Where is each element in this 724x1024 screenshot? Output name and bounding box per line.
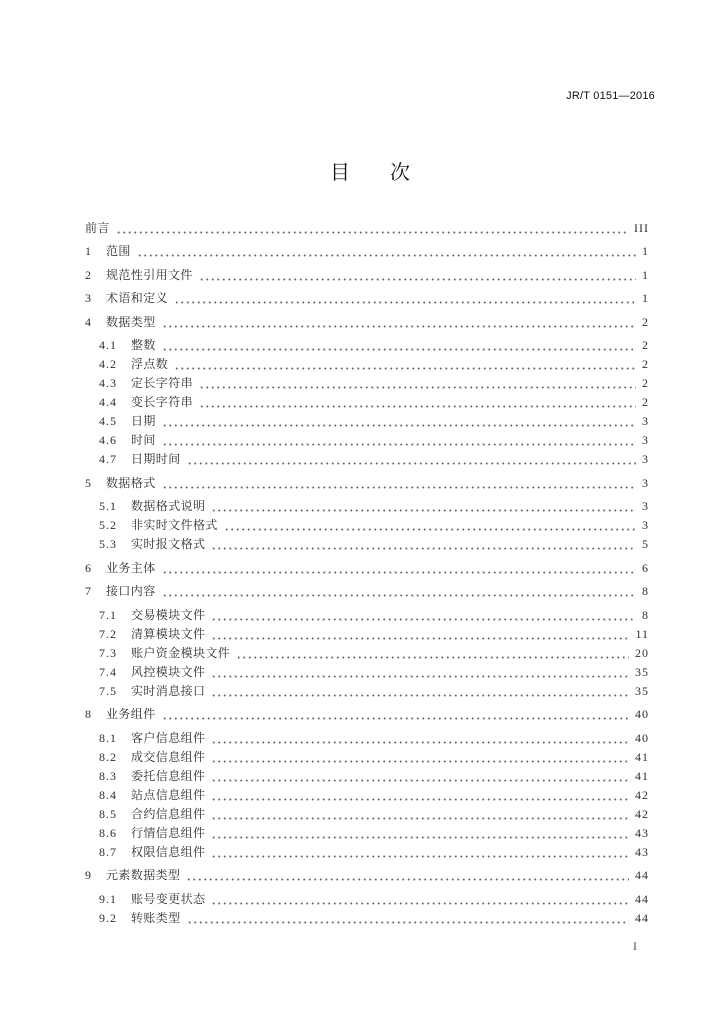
dot-leader	[174, 355, 636, 374]
toc-entry-title: 规范性引用文件	[106, 267, 193, 282]
toc-entry-title: 数据格式	[106, 475, 156, 490]
toc-entry-number: 9	[85, 868, 92, 882]
toc-entry-number: 7.3	[99, 645, 117, 660]
toc-entry-title: 账户资金模块文件	[131, 645, 231, 660]
dot-leader	[211, 890, 629, 909]
toc-entry	[85, 729, 648, 748]
toc-entry-page: 8	[642, 607, 649, 622]
dot-leader	[211, 786, 629, 805]
toc-entry-number: 5	[85, 475, 92, 490]
dot-leader	[162, 336, 636, 355]
toc-entry-title: 权限信息组件	[131, 844, 206, 859]
toc-entry-page: 44	[635, 910, 649, 925]
toc-entry-title: 风控模块文件	[131, 664, 206, 679]
toc-entry-page: 20	[635, 645, 649, 660]
toc-entry-number: 5.1	[99, 499, 117, 513]
toc-entry	[85, 767, 648, 786]
toc-entry-page: 5	[642, 537, 649, 551]
dot-leader	[162, 474, 636, 493]
dot-leader	[187, 450, 636, 469]
dot-leader	[162, 582, 636, 601]
toc-entry-number: 4.2	[99, 357, 117, 371]
toc-entry-title: 数据格式说明	[131, 499, 206, 513]
toc-entry	[85, 474, 648, 493]
toc-entry-page: 1	[642, 267, 649, 282]
toc-entry-number: 5.3	[99, 537, 117, 551]
toc-entry	[85, 393, 648, 412]
toc-entry-page: 11	[635, 626, 649, 641]
toc-entry-page: 44	[635, 891, 649, 906]
toc-entry	[85, 644, 648, 663]
toc-entry-number: 3	[85, 291, 92, 305]
toc-entry-number: 8.7	[99, 844, 117, 859]
toc-entry-page: 2	[642, 338, 649, 352]
toc-entry-number: 8.4	[99, 787, 117, 802]
dot-leader	[199, 393, 636, 412]
toc-entry-title: 实时报文格式	[131, 537, 206, 551]
toc-entry-number: 4.1	[99, 338, 117, 352]
page-number: I	[633, 939, 637, 953]
toc-entry	[85, 289, 648, 308]
toc-entry	[85, 705, 648, 724]
toc-entry-title: 站点信息组件	[131, 787, 206, 802]
toc-entry-number: 7.2	[99, 626, 117, 641]
dot-leader	[211, 606, 636, 625]
toc-entry-title: 浮点数	[131, 357, 169, 371]
toc-entry	[85, 535, 648, 554]
toc-entry-title: 术语和定义	[106, 291, 169, 305]
toc-entry-title: 行情信息组件	[131, 825, 206, 840]
toc-entry-title: 业务主体	[106, 560, 156, 575]
toc-entry	[85, 748, 648, 767]
toc-entry-number: 7	[85, 584, 92, 598]
toc-entry-number: 4	[85, 314, 92, 329]
dot-leader	[162, 705, 629, 724]
toc-entry	[85, 582, 648, 601]
toc-entry-title: 客户信息组件	[131, 730, 206, 745]
toc-entry-page: 40	[635, 707, 649, 721]
dot-leader	[211, 748, 629, 767]
toc-entry	[85, 663, 648, 682]
dot-leader	[162, 431, 636, 450]
toc-entry-number: 1	[85, 244, 92, 258]
toc-entry-page: 44	[635, 868, 649, 882]
toc-entry	[85, 824, 648, 843]
toc-heading: 目次	[330, 160, 450, 184]
toc-entry	[85, 374, 648, 393]
toc-entry	[85, 497, 648, 516]
toc-entry	[85, 909, 648, 928]
toc-entry-number: 2	[85, 267, 92, 282]
toc-entry-title: 合约信息组件	[131, 806, 206, 821]
toc-entry-page: 3	[642, 414, 649, 428]
toc-entry-page: 3	[642, 499, 649, 513]
dot-leader	[211, 824, 629, 843]
toc-entry-number: 7.4	[99, 664, 117, 679]
toc-entry-number: 7.1	[99, 607, 117, 622]
toc-entry	[85, 843, 648, 862]
dot-leader	[211, 729, 629, 748]
toc-entry	[85, 266, 648, 285]
dot-leader	[137, 242, 636, 261]
dot-leader	[174, 289, 636, 308]
toc-entry	[85, 219, 648, 238]
dot-leader	[162, 313, 636, 332]
dot-leader	[199, 374, 636, 393]
toc-entry-number: 4.7	[99, 452, 117, 466]
toc-entry-page: 1	[642, 244, 649, 258]
dot-leader	[187, 909, 629, 928]
toc-entry-number: 7.5	[99, 683, 117, 698]
toc-entry-page: 35	[635, 664, 649, 679]
dot-leader	[162, 559, 636, 578]
dot-leader	[236, 644, 629, 663]
toc-entry-page: 42	[635, 787, 649, 802]
dot-leader	[211, 682, 629, 701]
toc-entry-title: 业务组件	[106, 707, 156, 721]
toc-entry	[85, 412, 648, 431]
toc-entry-title: 范围	[106, 244, 131, 258]
dot-leader	[116, 219, 628, 238]
toc-entry-number: 6	[85, 560, 92, 575]
toc-entry-page: 43	[635, 844, 649, 859]
toc-entry-page: 35	[635, 683, 649, 698]
toc-entry-page: 3	[642, 433, 649, 447]
toc-entry-page: 2	[642, 395, 649, 409]
toc-entry	[85, 450, 648, 469]
dot-leader	[211, 663, 629, 682]
toc-entry	[85, 786, 648, 805]
toc-entry-page: 3	[642, 475, 649, 490]
toc-entry-title: 转账类型	[131, 910, 181, 925]
toc-entry-page: 6	[642, 560, 649, 575]
toc-entry-number: 8	[85, 707, 92, 721]
toc-entry-number: 8.6	[99, 825, 117, 840]
toc-entry-number: 8.1	[99, 730, 117, 745]
dot-leader	[211, 767, 629, 786]
dot-leader	[199, 266, 636, 285]
document-code: JR/T 0151—2016	[566, 90, 655, 102]
toc-entry-number: 8.3	[99, 768, 117, 783]
toc-entry-page: 41	[635, 749, 649, 764]
toc-entry-page: 41	[635, 768, 649, 783]
toc-entry	[85, 313, 648, 332]
toc-entry-number: 4.5	[99, 414, 117, 428]
toc-entry-number: 4.4	[99, 395, 117, 409]
toc-entry	[85, 682, 648, 701]
toc-list	[85, 214, 648, 928]
toc-entry	[85, 805, 648, 824]
toc-entry-page: III	[634, 220, 649, 235]
dot-leader	[211, 805, 629, 824]
toc-entry-title: 账号变更状态	[131, 891, 206, 906]
toc-entry-title: 整数	[131, 338, 156, 352]
toc-entry	[85, 336, 648, 355]
dot-leader	[211, 535, 636, 554]
toc-entry-page: 40	[635, 730, 649, 745]
toc-entry	[85, 606, 648, 625]
toc-entry-title: 非实时文件格式	[131, 518, 218, 532]
dot-leader	[186, 866, 629, 885]
toc-entry-number: 9.2	[99, 910, 117, 925]
toc-entry-title: 定长字符串	[131, 376, 194, 390]
toc-entry-title: 日期	[131, 414, 156, 428]
toc-entry-page: 2	[642, 376, 649, 390]
toc-entry-number: 9.1	[99, 891, 117, 906]
toc-entry	[85, 355, 648, 374]
toc-entry	[85, 866, 648, 885]
toc-entry-title: 时间	[131, 433, 156, 447]
toc-entry	[85, 625, 648, 644]
toc-entry	[85, 890, 648, 909]
toc-entry-title: 变长字符串	[131, 395, 194, 409]
dot-leader	[224, 516, 636, 535]
toc-entry-title: 前言	[85, 220, 110, 235]
toc-entry-page: 42	[635, 806, 649, 821]
toc-entry-page: 43	[635, 825, 649, 840]
toc-entry-page: 8	[642, 584, 649, 598]
toc-entry-title: 接口内容	[106, 584, 156, 598]
toc-entry-title: 元素数据类型	[106, 868, 181, 882]
toc-entry-title: 清算模块文件	[131, 626, 206, 641]
toc-entry-number: 8.2	[99, 749, 117, 764]
toc-entry-title: 日期时间	[131, 452, 181, 466]
toc-entry-page: 2	[642, 357, 649, 371]
toc-entry	[85, 516, 648, 535]
toc-entry-number: 4.3	[99, 376, 117, 390]
toc-entry-title: 数据类型	[106, 314, 156, 329]
toc-entry-title: 交易模块文件	[131, 607, 206, 622]
toc-entry-title: 委托信息组件	[131, 768, 206, 783]
toc-entry-number: 5.2	[99, 518, 117, 532]
dot-leader	[162, 412, 636, 431]
toc-entry-title: 成交信息组件	[131, 749, 206, 764]
toc-entry	[85, 431, 648, 450]
toc-entry-page: 3	[642, 452, 649, 466]
dot-leader	[211, 625, 629, 644]
toc-entry-number: 8.5	[99, 806, 117, 821]
toc-entry-page: 1	[642, 291, 649, 305]
dot-leader	[211, 843, 629, 862]
toc-entry-number: 4.6	[99, 433, 117, 447]
toc-entry-title: 实时消息接口	[131, 683, 206, 698]
dot-leader	[211, 497, 636, 516]
toc-entry-page: 3	[642, 518, 649, 532]
toc-entry	[85, 559, 648, 578]
toc-entry	[85, 242, 648, 261]
toc-entry-page: 2	[642, 314, 649, 329]
